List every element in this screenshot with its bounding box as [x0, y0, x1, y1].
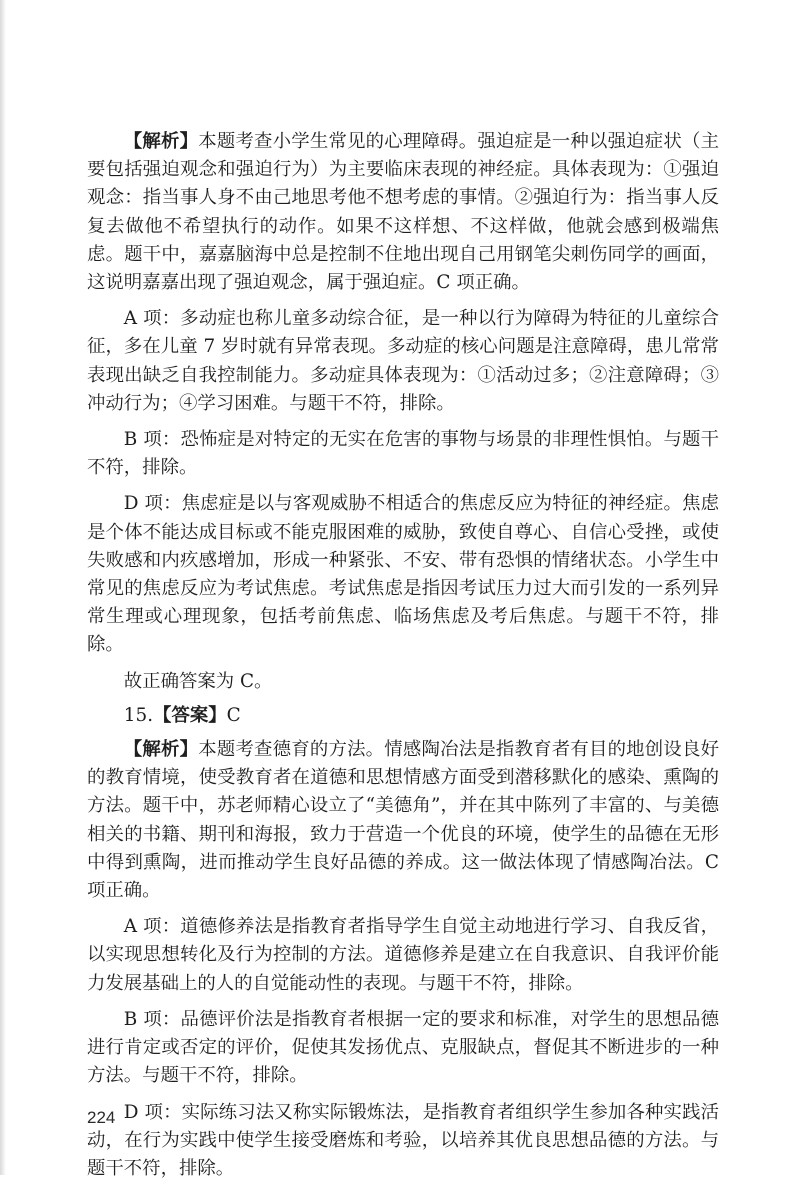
paragraph-answer-15 — [87, 702, 719, 730]
analysis-label: 【解析】 — [123, 739, 199, 761]
analysis-text: 本题考查小学生常见的心理障碍。强迫症是一种以强迫症状（主要包括强迫观念和强迫行为）为主要临床表现的神经症。具体表现为：①强迫观念：指当事人身不由己地思考他不想考虑的事情。②强迫行为：指当事人反复去做他不希望执行的动作。如果不这样想、不这样做，他就会感到极端焦虑。题干中，嘉嘉脑海中总是控制不住地出现自己用钢笔尖刺伤同学的画面，这说明嘉嘉出现了强迫观念，属于强迫症。C 项正确。 — [87, 131, 719, 294]
answer-value: C — [226, 704, 241, 726]
question-number: 15. — [123, 704, 154, 726]
option-d-text: D 项：实际练习法又称实际锻炼法，是指教育者组织学生参加各种实践活动，在行为实践中使学生接受磨炼和考验，以培养其优良思想品德的方法。与题干不符，排除。 — [87, 1101, 719, 1179]
option-d-text: D 项：焦虑症是以与客观威胁不相适合的焦虑反应为特征的神经症。焦虑是个体不能达成目标或不能克服困难的威胁，致使自尊心、自信心受挫，或使失败感和内疚感增加，形成一种紧张、不安、带有恐惧的情绪状态。小学生中常见的焦虑反应为考试焦虑。考试焦虑是指因考试压力过大而引发的一系列异常生理或心理现象，包括考前焦虑、临场焦虑及考后焦虑。与题干不符，排除。 — [87, 493, 719, 656]
analysis-label: 【解析】 — [123, 131, 199, 152]
analysis-text: 本题考查德育的方法。情感陶冶法是指教育者有目的地创设良好的教育情境，使受教育者在道德和思想情感方面受到潜移默化的感染、熏陶的方法。题干中，苏老师精心设立了“美德角”，并在其中陈列了丰富的、与美德相关的书籍、期刊和海报，致力于营造一个优良的环境，使学生的品德在无形中得到熏陶，进而推动学生良好品德的养成。这一做法体现了情感陶冶法。C 项正确。 — [87, 739, 719, 902]
answer-explanation-text — [87, 128, 719, 1191]
option-a-text: A 项：多动症也称儿童多动综合征，是一种以行为障碍为特征的儿童综合征，多在儿童 7 岁时就有异常表现。多动症的核心问题是注意障碍，患儿常常表现出缺乏自我控制能力。多动症具体表现为：①活动过多；②注意障碍；③冲动行为；④学习困难。与题干不符，排除。 — [87, 308, 719, 414]
option-b-text: B 项：品德评价法是指教育者根据一定的要求和标准，对学生的思想品德进行肯定或否定的评价，促使其发扬优点、克服缺点，督促其不断进步的一种方法。与题干不符，排除。 — [87, 1008, 719, 1087]
conclusion-text: 故正确答案为 C。 — [123, 670, 273, 692]
option-a-text: A 项：道德修养法是指教育者指导学生自觉主动地进行学习、自我反省，以实现思想转化及行为控制的方法。道德修养是建立在自我意识、自我评价能力发展基础上的人的自觉能动性的表现。与题干不符，排除。 — [87, 916, 719, 994]
paragraph-option-b-14 — [87, 426, 719, 482]
paragraph-analysis-15 — [87, 736, 719, 905]
paragraph-analysis-14 — [87, 128, 719, 297]
page-edge-shadow — [0, 0, 6, 1175]
paragraph-option-a-14 — [87, 305, 719, 418]
paragraph-option-d-14 — [87, 490, 719, 659]
answer-label: 【答案】 — [153, 704, 227, 726]
paragraph-option-b-15 — [87, 1006, 719, 1091]
option-b-text: B 项：恐怖症是对特定的无实在危害的事物与场景的非理性惧怕。与题干不符，排除。 — [87, 429, 719, 479]
paragraph-conclusion-14 — [87, 668, 719, 696]
paragraph-option-d-15 — [87, 1099, 719, 1184]
paragraph-option-a-15 — [87, 913, 719, 998]
page-number: 224 — [87, 1108, 116, 1127]
